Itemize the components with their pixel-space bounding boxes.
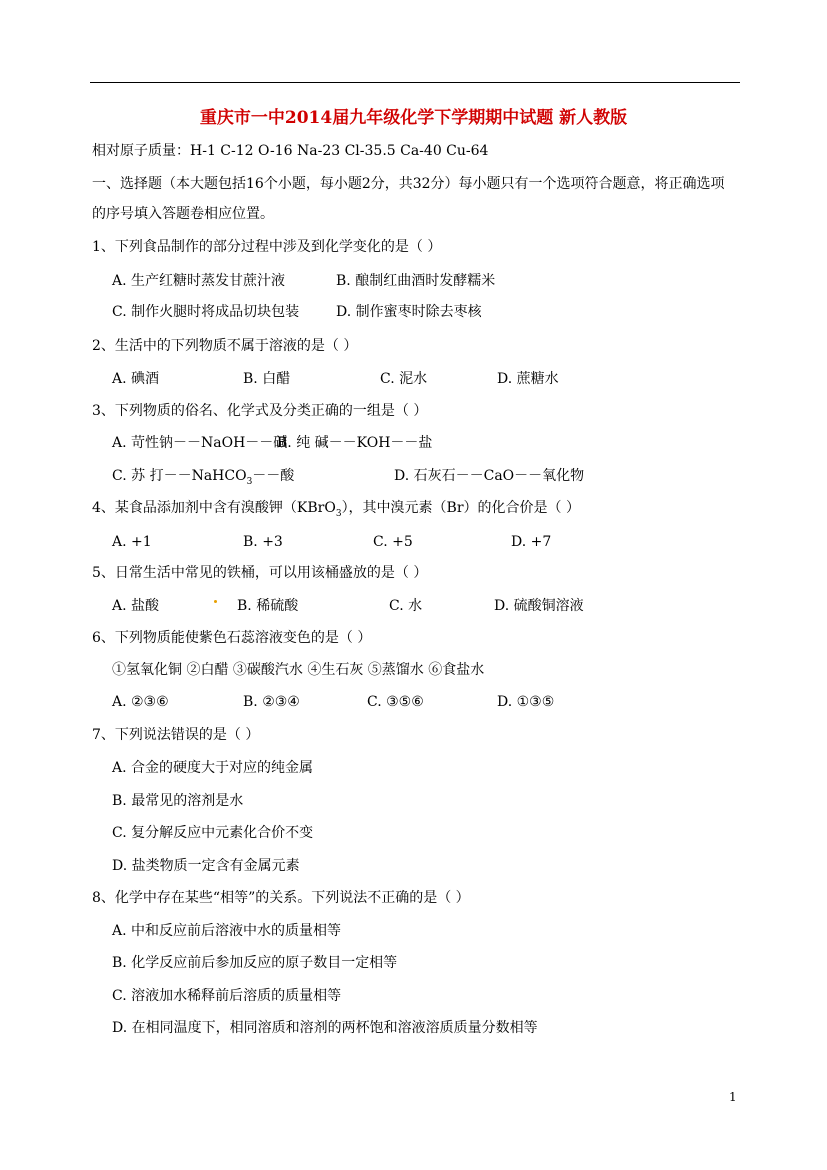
question-8-option-c: C. 溶液加水稀释前后溶质的质量相等 (112, 988, 342, 1004)
question-4-stem-b: ），其中溴元素（Br）的化合价是（ ） (341, 500, 580, 516)
question-3-option-a: A. 苛性钠－－NaOH－－碱 (112, 435, 288, 451)
question-5-option-a: A. 盐酸 (112, 598, 160, 614)
question-8-option-d: D. 在相同温度下，相同溶质和溶剂的两杯饱和溶液溶质质量分数相等 (112, 1020, 538, 1036)
question-1-option-a: A. 生产红糖时蒸发甘蔗汁液 (112, 273, 286, 289)
question-5-option-c: C. 水 (389, 598, 423, 614)
question-3-option-c-tail: －－酸 (252, 468, 295, 484)
stray-dot (214, 600, 217, 603)
section-instruction-line2: 的序号填入答题卷相应位置。 (92, 206, 274, 222)
question-4-stem (92, 499, 580, 523)
page-number: 1 (729, 1090, 737, 1104)
question-2-option-d: D. 蔗糖水 (497, 371, 559, 387)
question-3-stem: 3、下列物质的俗名、化学式及分类正确的一组是（ ） (92, 403, 428, 419)
question-1-option-b: B. 酿制红曲酒时发酵糯米 (336, 273, 496, 289)
question-7-option-a: A. 合金的硬度大于对应的纯金属 (112, 760, 314, 776)
question-1-option-c: C. 制作火腿时将成品切块包装 (112, 304, 300, 320)
header-rule (90, 82, 740, 83)
question-7-option-c: C. 复分解反应中元素化合价不变 (112, 825, 314, 841)
question-4-option-c: C. +5 (373, 534, 413, 550)
question-4-option-b: B. +3 (243, 534, 283, 550)
question-6-option-c: C. ③⑤⑥ (367, 694, 424, 710)
question-8-option-a: A. 中和反应前后溶液中水的质量相等 (112, 923, 342, 939)
question-4-stem-a: 4、某食品添加剂中含有溴酸钾（KBrO (92, 500, 336, 516)
question-3-option-c (112, 467, 294, 491)
question-3-option-b: B. 纯 碱－－KOH－－盐 (277, 435, 433, 451)
question-7-option-b: B. 最常见的溶剂是水 (112, 793, 244, 809)
question-6-option-b: B. ②③④ (243, 694, 300, 710)
question-4-option-d: D. +7 (511, 534, 552, 550)
question-2-option-a: A. 碘酒 (112, 371, 160, 387)
question-2-option-b: B. 白醋 (243, 371, 291, 387)
question-3-option-c-text: C. 苏 打－－NaHCO (112, 468, 247, 484)
question-2-option-c: C. 泥水 (380, 371, 428, 387)
question-7-option-d: D. 盐类物质一定含有金属元素 (112, 858, 300, 874)
question-7-stem: 7、下列说法错误的是（ ） (92, 727, 260, 743)
question-2-stem: 2、生活中的下列物质不属于溶液的是（ ） (92, 338, 358, 354)
question-6-option-a: A. ②③⑥ (112, 694, 169, 710)
section-instruction-line1: 一、选择题（本大题包括16个小题，每小题2分，共32分）每小题只有一个选项符合题意，将正确选项 (92, 176, 725, 192)
question-6-stem: 6、下列物质能使紫色石蕊溶液变色的是（ ） (92, 630, 372, 646)
question-3-option-d: D. 石灰石－－CaO－－氧化物 (394, 468, 585, 484)
question-4-stem-subscript: 3 (335, 508, 342, 519)
question-5-option-b: B. 稀硫酸 (237, 598, 299, 614)
page-title: 重庆市一中2014届九年级化学下学期期中试题 新人教版 (199, 108, 628, 128)
question-8-option-b: B. 化学反应前后参加反应的原子数目一定相等 (112, 955, 398, 971)
question-5-option-d: D. 硫酸铜溶液 (494, 598, 584, 614)
question-1-option-d: D. 制作蜜枣时除去枣核 (336, 304, 482, 320)
atomic-mass-line: 相对原子质量：H-1 C-12 O-16 Na-23 Cl-35.5 Ca-40 Cu-64 (92, 143, 489, 159)
question-6-option-d: D. ①③⑤ (497, 694, 555, 710)
question-3-option-c-subscript: 3 (246, 476, 253, 487)
question-8-stem: 8、化学中存在某些“相等”的关系。下列说法不正确的是（ ） (92, 890, 470, 906)
question-4-option-a: A. +1 (112, 534, 152, 550)
question-1-stem: 1、下列食品制作的部分过程中涉及到化学变化的是（ ） (92, 239, 442, 255)
question-6-items: ①氢氧化铜 ②白醋 ③碳酸汽水 ④生石灰 ⑤蒸馏水 ⑥食盐水 (112, 662, 485, 678)
question-5-stem: 5、日常生活中常见的铁桶，可以用该桶盛放的是（ ） (92, 565, 428, 581)
